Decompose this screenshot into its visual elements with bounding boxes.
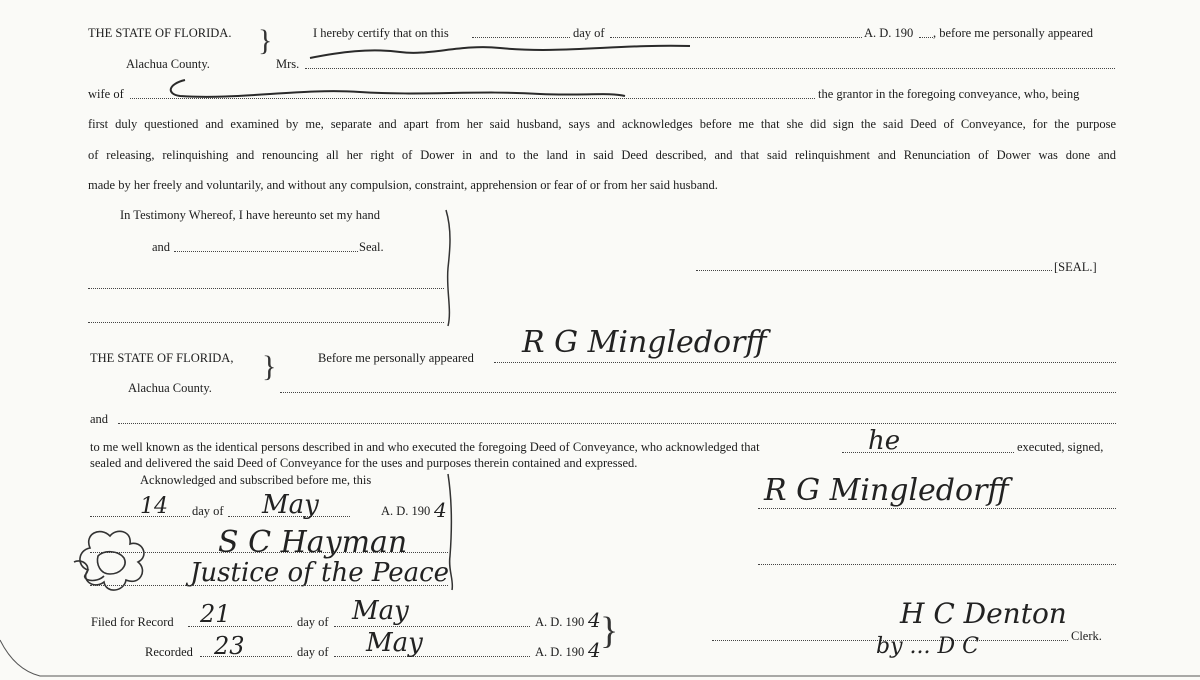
mrs-label: Mrs. [276, 57, 300, 71]
cert2-body-line-a: to me well known as the identical persons described in and who executed the foregoing Deed of Conveyance, who acknowledged that [90, 440, 760, 454]
grantor-signature-blank-2[interactable] [758, 564, 1116, 565]
officer-blank-1b[interactable] [88, 322, 444, 323]
brace-1: } [258, 24, 273, 57]
certify-year-blank[interactable] [919, 37, 933, 38]
officer-title-handwritten: Justice of the Peace [190, 558, 450, 588]
and-label-2: and [90, 412, 109, 426]
appeared-blank-2b[interactable] [280, 392, 1116, 393]
day-of-1: day of [573, 26, 605, 40]
filed-month-blank[interactable] [334, 626, 530, 627]
pronoun-handwritten: he [868, 426, 901, 456]
grantor-text: the grantor in the foregoing conveyance, who, being [818, 87, 1080, 101]
ack-day-handwritten: 14 [140, 494, 168, 519]
state-heading-1: THE STATE OF FLORIDA. [88, 26, 232, 40]
before-me-text: Before me personally appeared [318, 351, 474, 365]
wife-of-blank[interactable] [130, 98, 815, 99]
state-heading-2: THE STATE OF FLORIDA, [90, 351, 234, 365]
mrs-blank[interactable] [305, 68, 1115, 69]
cert2-body-line-b: sealed and delivered the said Deed of Conveyance for the uses and purposes therein contained and expressed. [90, 456, 638, 470]
filed-ad: A. D. 190 [535, 615, 585, 629]
officer-name-handwritten: S C Hayman [218, 525, 408, 560]
recorded-year-handwritten: 4 [588, 638, 601, 662]
wife-of-label: wife of [88, 87, 124, 101]
clerk-signature-handwritten: H C Denton [900, 597, 1067, 630]
cert1-body-line-5: made by her freely and voluntarily, and without any compulsion, constraint, apprehension or fear of or from her said husband. [88, 178, 718, 192]
appeared-blank-2[interactable] [494, 362, 1116, 363]
filed-month-handwritten: May [352, 596, 409, 626]
ack-month-handwritten: May [262, 490, 319, 520]
ack-year-handwritten: 4 [434, 498, 447, 522]
seal-bracket-label: [SEAL.] [1054, 260, 1097, 274]
ad-1: A. D. 190 [864, 26, 914, 40]
appeared-name-handwritten: R G Mingledorff [522, 325, 767, 360]
recorded-ad: A. D. 190 [535, 645, 585, 659]
certify-month-blank[interactable] [610, 37, 862, 38]
certify-text: I hereby certify that on this [313, 26, 449, 40]
officer-title-blank[interactable] [90, 585, 448, 586]
seal-label: Seal. [359, 240, 384, 254]
brace-3: } [600, 610, 619, 652]
ack-ad: A. D. 190 [381, 504, 431, 518]
county-1: Alachua County. [126, 57, 210, 71]
acknowledged-text: Acknowledged and subscribed before me, this [140, 473, 372, 487]
filed-day-of: day of [297, 615, 329, 629]
page-edge [0, 0, 1, 1]
grantor-signature-blank[interactable] [758, 508, 1116, 509]
filed-year-handwritten: 4 [588, 608, 601, 632]
cert1-body-line-4: of releasing, relinquishing and renouncing all her right of Dower in and to the land in said Deed described, and that said relinquishment and Renunciation of Dower was done and [88, 148, 1116, 162]
filed-label: Filed for Record [91, 615, 174, 629]
recorded-month-handwritten: May [366, 628, 423, 658]
and-blank-2[interactable] [118, 423, 1116, 424]
grantor-signature-handwritten: R G Mingledorff [764, 473, 1009, 508]
deputy-signature-handwritten: by ... D C [876, 634, 979, 659]
recorded-month-blank[interactable] [334, 656, 530, 657]
certify-day-blank[interactable] [472, 37, 570, 38]
recorded-day-of: day of [297, 645, 329, 659]
cert1-body-line-3: first duly questioned and examined by me, separate and apart from her said husband, says and acknowledges before me that she did sign the said Deed of Conveyance, for the purpose [88, 117, 1116, 131]
filed-day-handwritten: 21 [200, 600, 231, 628]
executed-text: executed, signed, [1017, 440, 1104, 454]
clerk-label: Clerk. [1071, 629, 1102, 643]
county-2: Alachua County. [128, 381, 212, 395]
and-label-1: and [152, 240, 171, 254]
appeared-text-1: , before me personally appeared [933, 26, 1093, 40]
and-blank-1[interactable] [174, 251, 358, 252]
brace-2: } [262, 350, 277, 383]
testimony-text: In Testimony Whereof, I have hereunto set my hand [120, 208, 381, 222]
officer-blank-1a[interactable] [88, 288, 444, 289]
recorded-day-handwritten: 23 [214, 632, 245, 660]
recorded-label: Recorded [145, 645, 193, 659]
ack-day-of: day of [192, 504, 224, 518]
signature-blank-1[interactable] [696, 270, 1052, 271]
